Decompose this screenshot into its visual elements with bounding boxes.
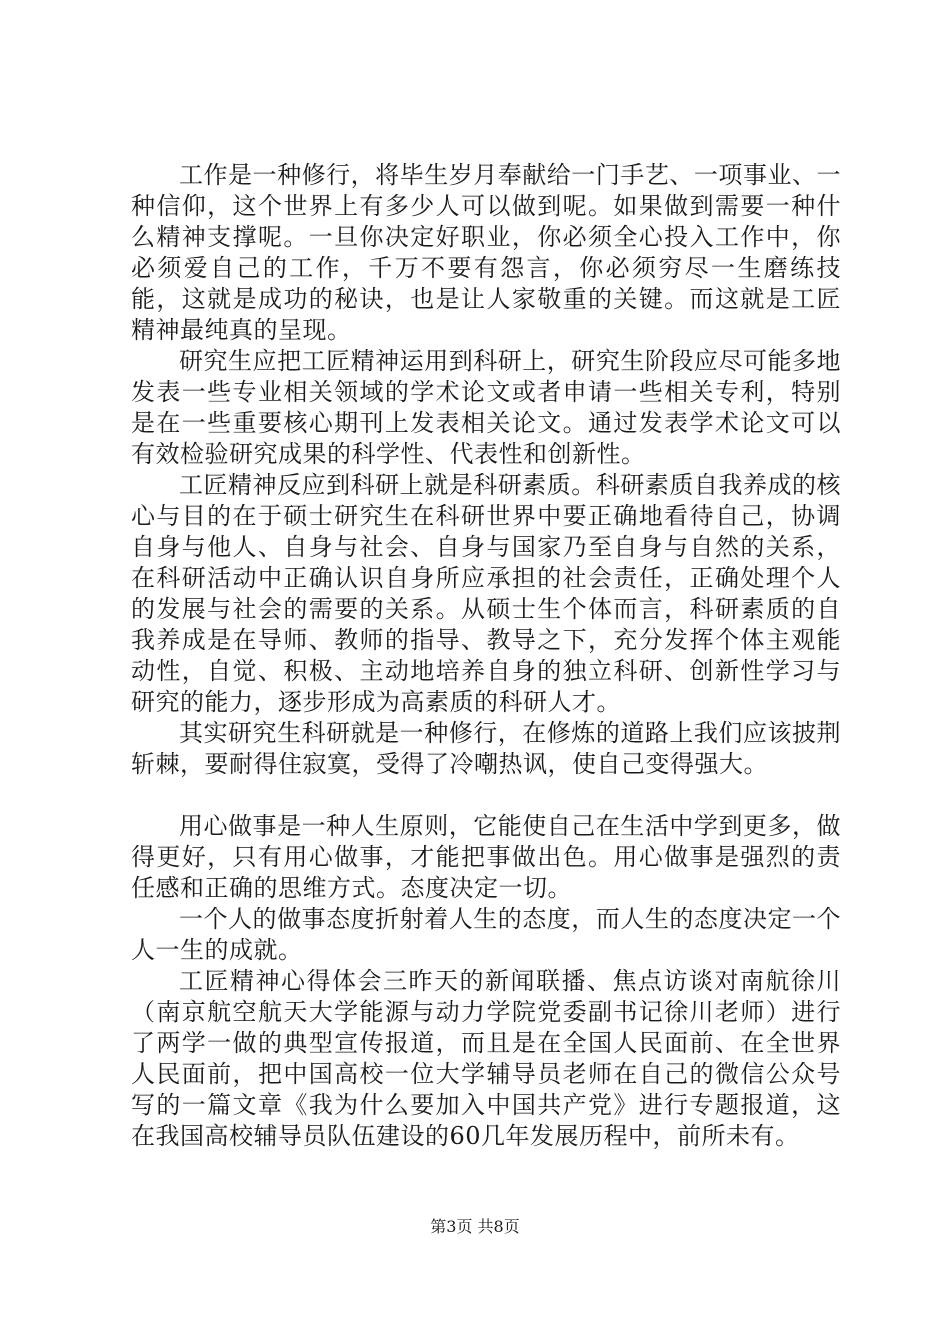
paragraph-7: 工匠精神心得体会三昨天的新闻联播、焦点访谈对南航徐川（南京航空航天大学能源与动力学院党委副书记徐川老师）进行了两学一做的典型宣传报道，而且是在全国人民面前、在全世界人民面前，把中国高校一位大学辅导员老师在自己的微信公众号写的一篇文章《我为什么要加入中国共产党》进行专题报道，这在我国高校辅导员队伍建设的60几年发展历程中，前所未有。 [131, 967, 841, 1150]
paragraph-1: 工作是一种修行，将毕生岁月奉献给一门手艺、一项事业、一种信仰，这个世界上有多少人可以做到呢。如果做到需要一种什么精神支撑呢。一旦你决定好职业，你必须全心投入工作中，你必须爱自己的工作，千万不要有怨言，你必须穷尽一生磨练技能，这就是成功的秘诀，也是让人家敬重的关键。而这就是工匠精神最纯真的呈现。 [131, 161, 841, 344]
paragraph-3: 工匠精神反应到科研上就是科研素质。科研素质自我养成的核心与目的在于硕士研究生在科研世界中要正确地看待自己，协调自身与他人、自身与社会、自身与国家乃至自身与自然的关系，在科研活动中正确认识自身所应承担的社会责任，正确处理个人的发展与社会的需要的关系。从硕士生个体而言，科研素质的自我养成是在导师、教师的指导、教导之下，充分发挥个体主观能动性，自觉、积极、主动地培养自身的独立科研、创新性学习与研究的能力，逐步形成为高素质的科研人才。 [131, 471, 841, 716]
page-number-footer: 第3页 共8页 [430, 1217, 520, 1236]
paragraph-2: 研究生应把工匠精神运用到科研上，研究生阶段应尽可能多地发表一些专业相关领域的学术论文或者申请一些相关专利，特别是在一些重要核心期刊上发表相关论文。通过发表学术论文可以有效检验研究成果的科学性、代表性和创新性。 [131, 347, 841, 468]
body-text [131, 160, 841, 1152]
paragraph-5: 用心做事是一种人生原则，它能使自己在生活中学到更多，做得更好，只有用心做事，才能把事做出色。用心做事是强烈的责任感和正确的思维方式。态度决定一切。 [131, 812, 841, 902]
paragraph-4: 其实研究生科研就是一种修行，在修炼的道路上我们应该披荆斩棘，要耐得住寂寞，受得了冷嘲热讽，使自己变得强大。 [131, 719, 841, 778]
paragraph-6: 一个人的做事态度折射着人生的态度，而人生的态度决定一个人一生的成就。 [131, 905, 841, 964]
